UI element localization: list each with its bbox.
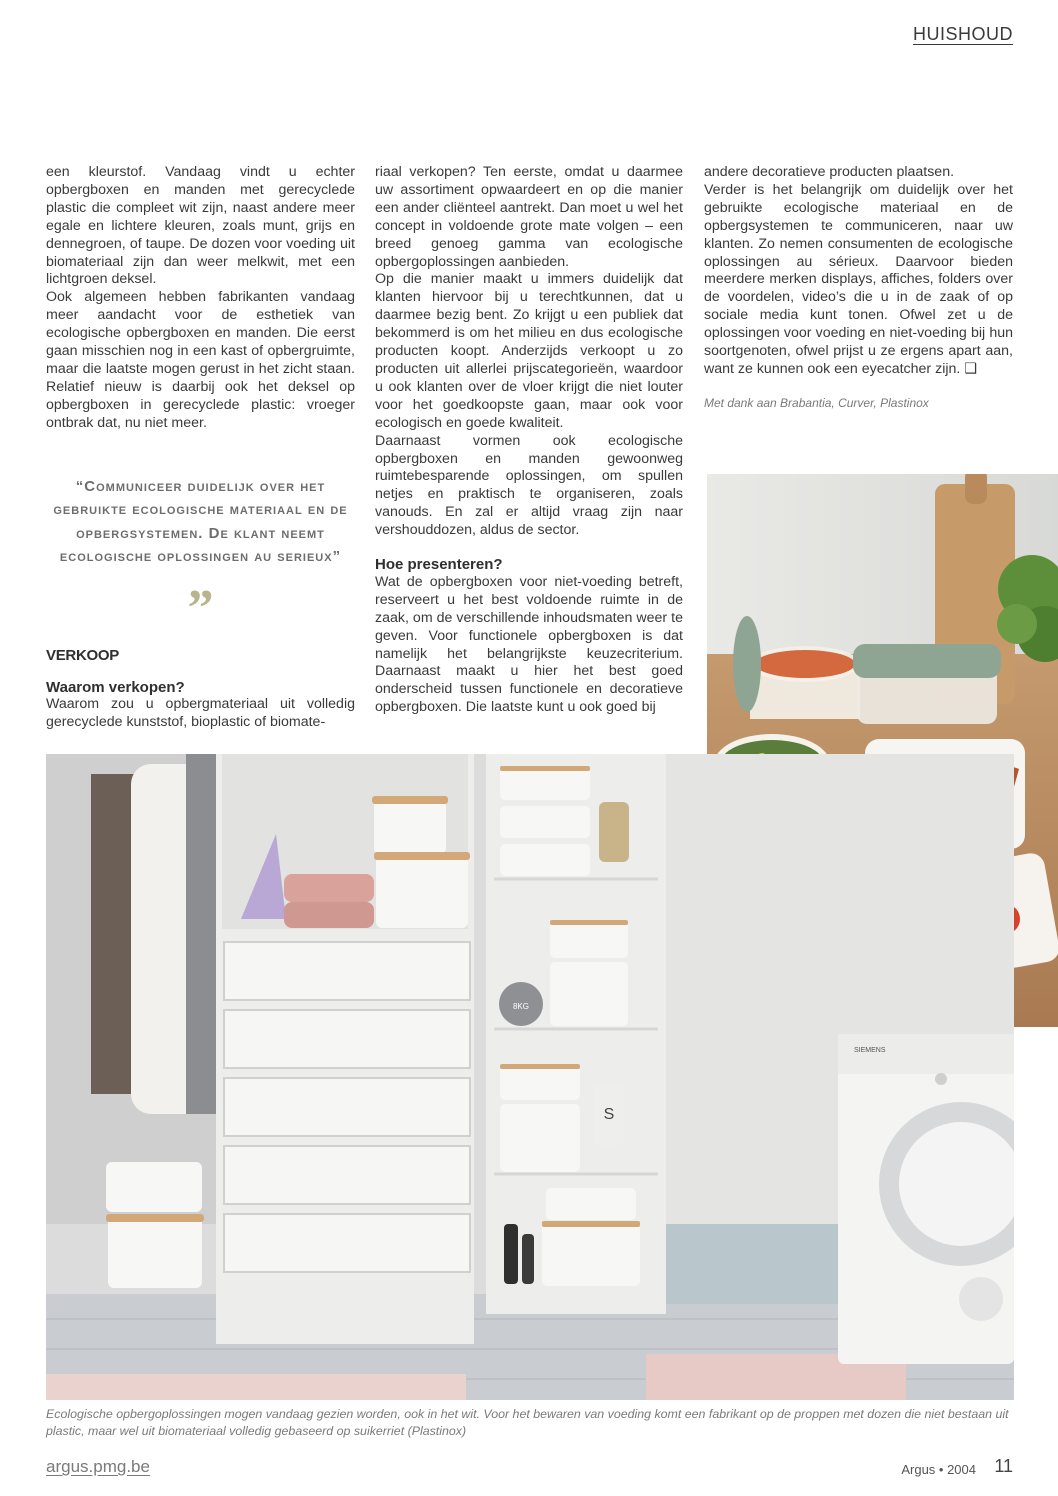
closet-laundry-photo <box>46 754 1014 1400</box>
washer-brand: SIEMENS <box>854 1047 886 1054</box>
subheading: Hoe presenteren? <box>375 556 503 574</box>
photo-credit: Met dank aan Brabantia, Curver, Plastinox <box>704 395 929 410</box>
article-column-1 <box>46 164 355 732</box>
pull-quote: “Communiceer duidelijk over het gebruikte ecologische materiaal en de opbergsystemen. De klant neemt ecologische oplossingen au serieux” <box>53 477 348 566</box>
page-number: 11 <box>994 1456 1013 1476</box>
footer-issue: Argus • 2004 <box>901 1462 976 1477</box>
footer-link[interactable]: argus.pmg.be <box>46 1457 150 1476</box>
bottle-label: S <box>603 1106 615 1123</box>
photo-caption: Ecologische opbergoplossingen mogen vandaag gezien worden, ook in het wit. Voor het bewaren van voeding komt een fabrikant op de proppen met dozen die niet bestaan uit plastic, maar wel uit biomateriaal volledig gebaseerd op suikerriet (Plastinox) <box>46 1407 1009 1438</box>
paragraph: Op die manier maakt u immers duidelijk dat klanten hiervoor bij u terechtkunnen, dat u daarmee bezig bent. Zo krijgt u een publiek dat bekommerd is om het milieu en dus ecologische producten koopt. Anderzijds verkoopt u zo producten uit allerlei prijscategorieën, waardoor u ook klanten over de vloer krijgt die niet louter voor het goedkoopste gaan, maar ook voor ecologisch en goede kwaliteit. <box>375 271 683 431</box>
paragraph: Waarom zou u opbergmateriaal uit volledig gerecyclede kunststof, bioplastic of biomate- <box>46 696 355 731</box>
article-column-3 <box>704 164 1013 413</box>
paragraph: riaal verkopen? Ten eerste, omdat u daarmee uw assortiment opwaardeert en op die manier een ander cliënteel aantrekt. Dan moet u wel het concept in voldoende grote mate volgen – een breed genoeg gamma van ecologische opbergoplossingen aanbieden. <box>375 164 683 270</box>
section-tag: HUISHOUD <box>912 24 1013 44</box>
paragraph: een kleurstof. Vandaag vindt u echter opbergboxen en manden met gerecyclede plastic die compleet wit zijn, naast andere meer egale en lichtere kleuren, zoals munt, grijs en dennegroen, of taupe. De dozen voor voeding uit biomateriaal zijn dan weer melkwit, met een lichtgroen deksel. <box>46 164 355 288</box>
paragraph: Verder is het belangrijk om duidelijk over het gebruikte ecologische materiaal en de opbergsystemen te communiceren, naar uw klanten. Zo nemen consumenten de ecologische oplossingen au sérieux. Daarvoor bieden meerdere merken displays, affiches, folders over de voordelen, video’s die u in de zaak of op sociale media kunt tonen. Ofwel zet u de oplossingen voor voeding en niet-voeding bij hun soortgenoten, ofwel prijst u ze ergens apart aan, want ze kunnen ook een eyecatcher zijn. ❑ <box>704 181 1013 377</box>
subheading: Waarom verkopen? <box>46 678 185 696</box>
paragraph: andere decoratieve producten plaatsen. <box>704 164 955 180</box>
paragraph: Daarnaast vormen ook ecologische opbergboxen en manden gewoonweg ruimtebesparende oplossingen, om spullen netjes en praktisch te organiseren, zoals vanouds. En zal er altijd vraag zijn naar vershouddozen, aldus de sector. <box>375 432 683 539</box>
paragraph: Ook algemeen hebben fabrikanten vandaag meer aandacht voor de esthetiek van ecologische opbergboxen en manden. Die eerst gaan misschien nog in een kast of opbergruimte, maar die laatste mogen gerust in het zicht staan. Relatief nieuw is daarbij ook het deksel op opbergboxen in gerecyclede plastic: vroeger ontbrak dat, nu niet meer. <box>46 289 355 431</box>
kettlebell-label: 8KG <box>512 1002 530 1011</box>
section-heading: VERKOOP <box>46 646 119 664</box>
article-column-2 <box>375 164 683 717</box>
paragraph: Wat de opbergboxen voor niet-voeding betreft, reserveert u het best voldoende ruimte in de zaak, om de verschillende inhoudsmaten weer te geven. Voor functionele opbergboxen is dat namelijk het belangrijkste keuzecriterium. Daarnaast maakt u hier het best goed onderscheid tussen functionele en decoratieve opbergboxen. Die laatste kunt u ook goed bij <box>375 573 683 716</box>
quote-mark: ” <box>187 579 214 637</box>
